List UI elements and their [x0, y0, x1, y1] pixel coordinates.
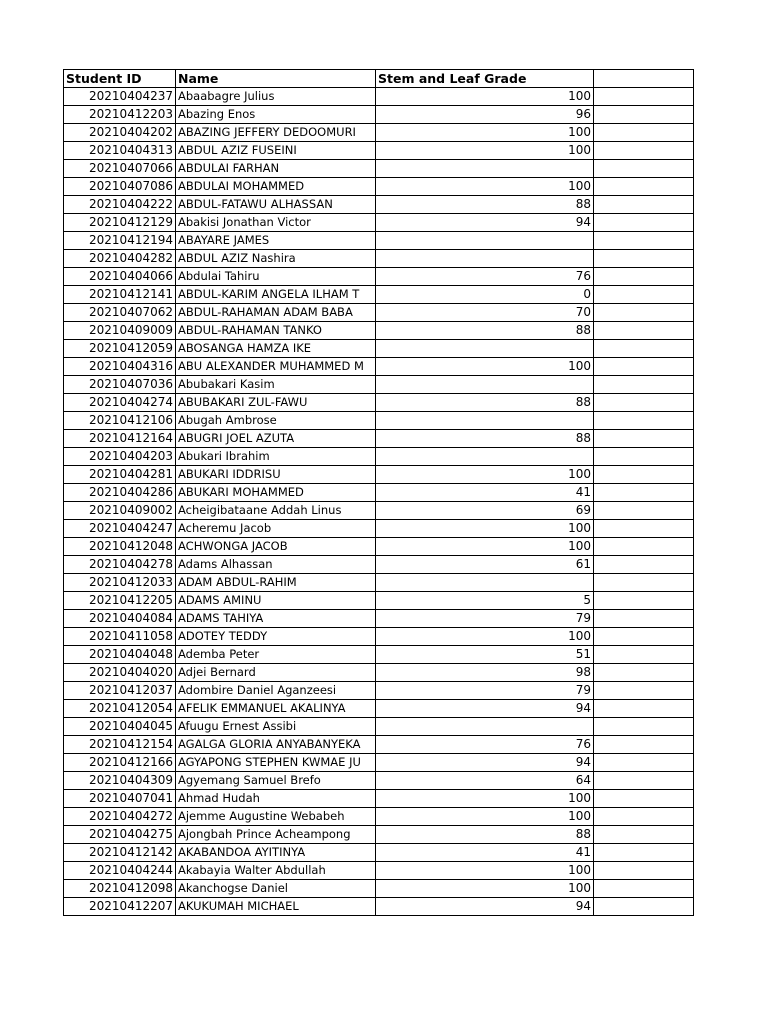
- name-cell[interactable]: ABUKARI IDDRISU: [176, 466, 376, 484]
- name-cell[interactable]: ADOTEY TEDDY: [176, 628, 376, 646]
- grade-cell[interactable]: [376, 574, 594, 592]
- student-id-cell[interactable]: 20210404222: [64, 196, 176, 214]
- grade-cell[interactable]: 88: [376, 196, 594, 214]
- grade-cell[interactable]: 100: [376, 88, 594, 106]
- grade-cell[interactable]: 100: [376, 358, 594, 376]
- student-id-cell[interactable]: 20210412207: [64, 898, 176, 916]
- student-id-cell[interactable]: 20210407036: [64, 376, 176, 394]
- name-cell[interactable]: Abugah Ambrose: [176, 412, 376, 430]
- student-id-cell[interactable]: 20210407041: [64, 790, 176, 808]
- table-row: [64, 160, 694, 178]
- grade-cell[interactable]: 100: [376, 808, 594, 826]
- name-cell[interactable]: Adams Alhassan: [176, 556, 376, 574]
- empty-cell[interactable]: [594, 790, 694, 808]
- grade-cell[interactable]: 64: [376, 772, 594, 790]
- empty-cell[interactable]: [594, 772, 694, 790]
- grade-cell[interactable]: 0: [376, 286, 594, 304]
- grade-cell[interactable]: [376, 376, 594, 394]
- grade-cell[interactable]: 100: [376, 862, 594, 880]
- table-row: [64, 196, 694, 214]
- table-row: [64, 502, 694, 520]
- empty-cell[interactable]: [594, 718, 694, 736]
- empty-cell[interactable]: [594, 808, 694, 826]
- empty-cell[interactable]: [594, 286, 694, 304]
- name-cell[interactable]: Akabayia Walter Abdullah: [176, 862, 376, 880]
- grade-cell[interactable]: 61: [376, 556, 594, 574]
- student-id-cell[interactable]: 20210404282: [64, 250, 176, 268]
- empty-cell[interactable]: [594, 574, 694, 592]
- student-id-cell[interactable]: 20210412037: [64, 682, 176, 700]
- empty-cell[interactable]: [594, 268, 694, 286]
- grade-cell[interactable]: 100: [376, 124, 594, 142]
- table-row: [64, 556, 694, 574]
- grade-cell[interactable]: 79: [376, 610, 594, 628]
- student-id-cell[interactable]: 20210412033: [64, 574, 176, 592]
- grade-cell[interactable]: [376, 340, 594, 358]
- grade-cell[interactable]: [376, 250, 594, 268]
- empty-cell[interactable]: [594, 196, 694, 214]
- table-row: [64, 358, 694, 376]
- student-id-cell[interactable]: 20210407066: [64, 160, 176, 178]
- name-cell[interactable]: ABUBAKARI ZUL-FAWU: [176, 394, 376, 412]
- empty-cell[interactable]: [594, 340, 694, 358]
- name-cell[interactable]: AFELIK EMMANUEL AKALINYA: [176, 700, 376, 718]
- student-id-cell[interactable]: 20210412059: [64, 340, 176, 358]
- header-stem-and-leaf-grade[interactable]: Stem and Leaf Grade: [376, 70, 594, 88]
- name-cell[interactable]: Abubakari Kasim: [176, 376, 376, 394]
- table-row: [64, 754, 694, 772]
- table-row: [64, 340, 694, 358]
- empty-cell[interactable]: [594, 250, 694, 268]
- empty-cell[interactable]: [594, 304, 694, 322]
- student-id-cell[interactable]: 20210404202: [64, 124, 176, 142]
- name-cell[interactable]: ABUGRI JOEL AZUTA: [176, 430, 376, 448]
- name-cell[interactable]: ABUKARI MOHAMMED: [176, 484, 376, 502]
- student-id-cell[interactable]: 20210404313: [64, 142, 176, 160]
- table-row: [64, 538, 694, 556]
- student-id-cell[interactable]: 20210412141: [64, 286, 176, 304]
- table-row: [64, 376, 694, 394]
- empty-cell[interactable]: [594, 502, 694, 520]
- empty-cell[interactable]: [594, 394, 694, 412]
- table-row: [64, 862, 694, 880]
- empty-cell[interactable]: [594, 106, 694, 124]
- name-cell[interactable]: ADAM ABDUL-RAHIM: [176, 574, 376, 592]
- empty-cell[interactable]: [594, 322, 694, 340]
- table-row: [64, 628, 694, 646]
- student-id-cell[interactable]: 20210404048: [64, 646, 176, 664]
- empty-cell[interactable]: [594, 160, 694, 178]
- name-cell[interactable]: Ajemme Augustine Webabeh: [176, 808, 376, 826]
- grade-cell[interactable]: [376, 160, 594, 178]
- student-id-cell[interactable]: 20210404020: [64, 664, 176, 682]
- student-id-cell[interactable]: 20210404244: [64, 862, 176, 880]
- header-name[interactable]: Name: [176, 70, 376, 88]
- name-cell[interactable]: ABAYARE JAMES: [176, 232, 376, 250]
- table-row: [64, 484, 694, 502]
- name-cell[interactable]: Ajongbah Prince Acheampong: [176, 826, 376, 844]
- grade-cell[interactable]: 100: [376, 880, 594, 898]
- table-row: [64, 250, 694, 268]
- student-id-cell[interactable]: 20210404247: [64, 520, 176, 538]
- empty-cell[interactable]: [594, 538, 694, 556]
- table-row: [64, 232, 694, 250]
- name-cell[interactable]: ACHWONGA JACOB: [176, 538, 376, 556]
- empty-cell[interactable]: [594, 142, 694, 160]
- student-id-cell[interactable]: 20210404084: [64, 610, 176, 628]
- name-cell[interactable]: ABDUL AZIZ FUSEINI: [176, 142, 376, 160]
- empty-cell[interactable]: [594, 484, 694, 502]
- name-cell[interactable]: AGYAPONG STEPHEN KWMAE JU: [176, 754, 376, 772]
- name-cell[interactable]: ABU ALEXANDER MUHAMMED M: [176, 358, 376, 376]
- empty-cell[interactable]: [594, 358, 694, 376]
- header-student-id[interactable]: Student ID: [64, 70, 176, 88]
- name-cell[interactable]: AKUKUMAH MICHAEL: [176, 898, 376, 916]
- table-row: [64, 142, 694, 160]
- student-id-cell[interactable]: 20210412129: [64, 214, 176, 232]
- grade-cell[interactable]: 100: [376, 142, 594, 160]
- table-row: [64, 844, 694, 862]
- empty-cell[interactable]: [594, 682, 694, 700]
- table-row: [64, 178, 694, 196]
- table-row: [64, 466, 694, 484]
- grade-cell[interactable]: [376, 718, 594, 736]
- table-row: [64, 574, 694, 592]
- name-cell[interactable]: Afuugu Ernest Assibi: [176, 718, 376, 736]
- name-cell[interactable]: Abukari Ibrahim: [176, 448, 376, 466]
- name-cell[interactable]: ABDUL-RAHAMAN ADAM BABA: [176, 304, 376, 322]
- student-id-cell[interactable]: 20210404237: [64, 88, 176, 106]
- name-cell[interactable]: ABDUL-RAHAMAN TANKO: [176, 322, 376, 340]
- grade-cell[interactable]: 100: [376, 628, 594, 646]
- student-id-cell[interactable]: 20210404272: [64, 808, 176, 826]
- table-row: [64, 790, 694, 808]
- student-id-cell[interactable]: 20210412203: [64, 106, 176, 124]
- name-cell[interactable]: ABDUL-KARIM ANGELA ILHAM T: [176, 286, 376, 304]
- empty-cell[interactable]: [594, 628, 694, 646]
- student-id-cell[interactable]: 20210404286: [64, 484, 176, 502]
- table-row: [64, 448, 694, 466]
- empty-cell[interactable]: [594, 124, 694, 142]
- name-cell[interactable]: Abakisi Jonathan Victor: [176, 214, 376, 232]
- name-cell[interactable]: Agyemang Samuel Brefo: [176, 772, 376, 790]
- grade-cell[interactable]: [376, 412, 594, 430]
- empty-cell[interactable]: [594, 214, 694, 232]
- table-row: [64, 736, 694, 754]
- name-cell[interactable]: Ahmad Hudah: [176, 790, 376, 808]
- empty-cell[interactable]: [594, 898, 694, 916]
- name-cell[interactable]: Akanchogse Daniel: [176, 880, 376, 898]
- name-cell[interactable]: Acheigibataane Addah Linus: [176, 502, 376, 520]
- grade-cell[interactable]: 76: [376, 736, 594, 754]
- empty-cell[interactable]: [594, 178, 694, 196]
- grade-cell[interactable]: 88: [376, 322, 594, 340]
- grade-cell[interactable]: 41: [376, 844, 594, 862]
- name-cell[interactable]: Abdulai Tahiru: [176, 268, 376, 286]
- empty-cell[interactable]: [594, 862, 694, 880]
- empty-cell[interactable]: [594, 556, 694, 574]
- student-id-cell[interactable]: 20210404045: [64, 718, 176, 736]
- empty-cell[interactable]: [594, 520, 694, 538]
- grade-cell[interactable]: 100: [376, 466, 594, 484]
- name-cell[interactable]: ABDUL-FATAWU ALHASSAN: [176, 196, 376, 214]
- student-id-cell[interactable]: 20210412154: [64, 736, 176, 754]
- name-cell[interactable]: ABDULAI FARHAN: [176, 160, 376, 178]
- table-row: [64, 88, 694, 106]
- grade-cell[interactable]: 5: [376, 592, 594, 610]
- name-cell[interactable]: ADAMS TAHIYA: [176, 610, 376, 628]
- empty-cell[interactable]: [594, 664, 694, 682]
- table-row: [64, 124, 694, 142]
- name-cell[interactable]: ABAZING JEFFERY DEDOOMURI: [176, 124, 376, 142]
- empty-cell[interactable]: [594, 592, 694, 610]
- empty-cell[interactable]: [594, 844, 694, 862]
- name-cell[interactable]: AKABANDOA AYITINYA: [176, 844, 376, 862]
- table-row: [64, 592, 694, 610]
- student-id-cell[interactable]: 20210404274: [64, 394, 176, 412]
- table-row: [64, 520, 694, 538]
- grade-cell[interactable]: 88: [376, 394, 594, 412]
- table-row: [64, 304, 694, 322]
- empty-cell[interactable]: [594, 754, 694, 772]
- grade-cell[interactable]: 100: [376, 520, 594, 538]
- empty-cell[interactable]: [594, 412, 694, 430]
- grade-cell[interactable]: 100: [376, 538, 594, 556]
- student-id-cell[interactable]: 20210407086: [64, 178, 176, 196]
- empty-cell[interactable]: [594, 376, 694, 394]
- table-row: [64, 268, 694, 286]
- name-cell[interactable]: Abazing Enos: [176, 106, 376, 124]
- student-id-cell[interactable]: 20210412205: [64, 592, 176, 610]
- name-cell[interactable]: Abaabagre Julius: [176, 88, 376, 106]
- empty-cell[interactable]: [594, 232, 694, 250]
- table-row: [64, 664, 694, 682]
- grade-cell[interactable]: 88: [376, 826, 594, 844]
- student-id-cell[interactable]: 20210409009: [64, 322, 176, 340]
- student-id-cell[interactable]: 20210404281: [64, 466, 176, 484]
- name-cell[interactable]: ADAMS AMINU: [176, 592, 376, 610]
- student-id-cell[interactable]: 20210404316: [64, 358, 176, 376]
- name-cell[interactable]: ABDUL AZIZ Nashira: [176, 250, 376, 268]
- empty-cell[interactable]: [594, 646, 694, 664]
- empty-cell[interactable]: [594, 700, 694, 718]
- empty-cell[interactable]: [594, 826, 694, 844]
- student-id-cell[interactable]: 20210404275: [64, 826, 176, 844]
- name-cell[interactable]: ABDULAI MOHAMMED: [176, 178, 376, 196]
- student-id-cell[interactable]: 20210412048: [64, 538, 176, 556]
- student-id-cell[interactable]: 20210404278: [64, 556, 176, 574]
- grade-cell[interactable]: 94: [376, 898, 594, 916]
- table-row: [64, 880, 694, 898]
- student-id-cell[interactable]: 20210404203: [64, 448, 176, 466]
- table-row: [64, 394, 694, 412]
- student-id-cell[interactable]: 20210407062: [64, 304, 176, 322]
- grade-cell[interactable]: 94: [376, 214, 594, 232]
- empty-cell[interactable]: [594, 88, 694, 106]
- empty-cell[interactable]: [594, 466, 694, 484]
- table-row: [64, 646, 694, 664]
- grade-cell[interactable]: [376, 448, 594, 466]
- grade-cell[interactable]: 70: [376, 304, 594, 322]
- table-row: [64, 430, 694, 448]
- empty-cell[interactable]: [594, 430, 694, 448]
- table-row: [64, 682, 694, 700]
- student-id-cell[interactable]: 20210412164: [64, 430, 176, 448]
- grade-cell[interactable]: 94: [376, 700, 594, 718]
- grade-cell[interactable]: 100: [376, 790, 594, 808]
- table-row: [64, 808, 694, 826]
- table-row: [64, 700, 694, 718]
- grade-cell[interactable]: 76: [376, 268, 594, 286]
- table-row: [64, 772, 694, 790]
- grade-cell[interactable]: 100: [376, 178, 594, 196]
- student-id-cell[interactable]: 20210412166: [64, 754, 176, 772]
- name-cell[interactable]: Ademba Peter: [176, 646, 376, 664]
- grade-cell[interactable]: 79: [376, 682, 594, 700]
- student-id-cell[interactable]: 20210409002: [64, 502, 176, 520]
- table-row: [64, 214, 694, 232]
- table-row: [64, 412, 694, 430]
- grade-cell[interactable]: 51: [376, 646, 594, 664]
- table-row: [64, 106, 694, 124]
- grade-cell[interactable]: 69: [376, 502, 594, 520]
- grade-cell[interactable]: [376, 232, 594, 250]
- grade-cell[interactable]: 96: [376, 106, 594, 124]
- grade-cell[interactable]: 41: [376, 484, 594, 502]
- table-row: [64, 286, 694, 304]
- table-row: [64, 322, 694, 340]
- empty-cell[interactable]: [594, 448, 694, 466]
- empty-cell[interactable]: [594, 880, 694, 898]
- name-cell[interactable]: Adjei Bernard: [176, 664, 376, 682]
- name-cell[interactable]: Adombire Daniel Aganzeesi: [176, 682, 376, 700]
- student-id-cell[interactable]: 20210412142: [64, 844, 176, 862]
- student-id-cell[interactable]: 20210412194: [64, 232, 176, 250]
- table-row: [64, 718, 694, 736]
- table-row: [64, 610, 694, 628]
- name-cell[interactable]: ABOSANGA HAMZA IKE: [176, 340, 376, 358]
- student-id-cell[interactable]: 20210404066: [64, 268, 176, 286]
- empty-cell[interactable]: [594, 736, 694, 754]
- student-id-cell[interactable]: 20210412054: [64, 700, 176, 718]
- name-cell[interactable]: AGALGA GLORIA ANYABANYEKA: [176, 736, 376, 754]
- header-empty[interactable]: [594, 70, 694, 88]
- student-id-cell[interactable]: 20210412098: [64, 880, 176, 898]
- header-row: [64, 70, 694, 88]
- table-row: [64, 826, 694, 844]
- student-id-cell[interactable]: 20210411058: [64, 628, 176, 646]
- student-id-cell[interactable]: 20210412106: [64, 412, 176, 430]
- name-cell[interactable]: Acheremu Jacob: [176, 520, 376, 538]
- empty-cell[interactable]: [594, 610, 694, 628]
- grade-cell[interactable]: 88: [376, 430, 594, 448]
- table-row: [64, 898, 694, 916]
- grade-cell[interactable]: 94: [376, 754, 594, 772]
- student-grades-table: [63, 69, 694, 916]
- student-id-cell[interactable]: 20210404309: [64, 772, 176, 790]
- grade-cell[interactable]: 98: [376, 664, 594, 682]
